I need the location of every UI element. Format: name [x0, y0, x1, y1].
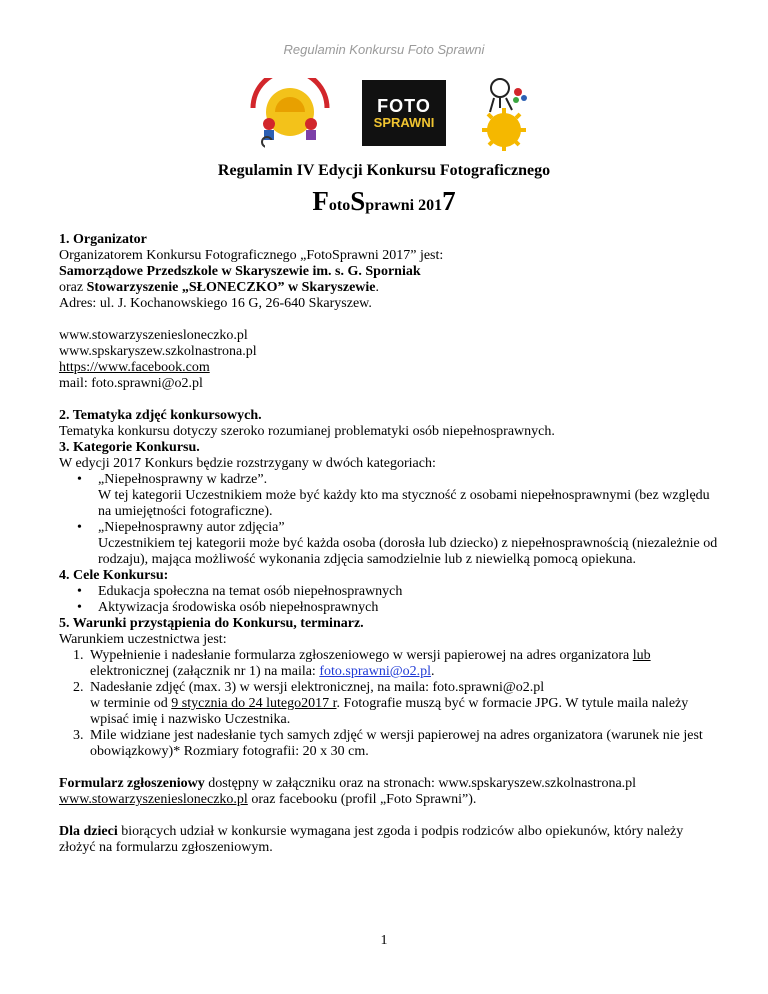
- page-number: 1: [380, 933, 388, 948]
- association-link[interactable]: www.stowarzyszeniesloneczko.pl: [59, 792, 248, 807]
- logo-strip: [0, 72, 768, 152]
- form-paragraph: Formularz zgłoszeniowy dostępny w załączniku oraz na stronach: www.spskaryszew.szkolnastrona.pl www.stowarzyszeniesloneczko.pl oraz facebooku (profil „Foto Sprawni”).: [59, 776, 637, 807]
- section-5-heading: 5. Warunki przystąpienia do Konkursu, terminarz.: [59, 616, 364, 631]
- running-header: Regulamin Konkursu Foto Sprawni: [283, 42, 485, 57]
- website-2: www.spskaryszew.szkolnastrona.pl: [59, 344, 257, 359]
- section-2-text: Tematyka konkursu dotyczy szeroko rozumianej problematyki osób niepełnosprawnych.: [59, 424, 555, 439]
- contact-mail: mail: foto.sprawni@o2.pl: [59, 376, 203, 391]
- organizer-intro: Organizatorem Konkursu Fotograficznego „FotoSprawni 2017” jest:: [59, 248, 444, 263]
- website-1: www.stowarzyszeniesloneczko.pl: [59, 328, 248, 343]
- regulations-body: [59, 232, 719, 856]
- organizer-address: Adres: ul. J. Kochanowskiego 16 G, 26-640 Skaryszew.: [59, 296, 372, 311]
- facebook-link[interactable]: https://www.facebook.com: [59, 360, 210, 375]
- section-4-heading: 4. Cele Konkursu:: [59, 568, 169, 583]
- organizer-1: Samorządowe Przedszkole w Skaryszewie im. s. G. Sporniak: [59, 264, 421, 279]
- deadline-dates: 9 stycznia do 24 lutego2017 r: [171, 696, 337, 711]
- document-title: Regulamin IV Edycji Konkursu Fotograficznego: [217, 162, 551, 179]
- goals-list: [59, 584, 719, 616]
- section-2-heading: 2. Tematyka zdjęć konkursowych.: [59, 408, 262, 423]
- logo-foto-text: FOTO: [377, 96, 431, 116]
- section-1-heading: 1. Organizator: [59, 232, 147, 247]
- organizer-2-line: oraz Stowarzyszenie „SŁONECZKO” w Skaryszewie.: [59, 280, 380, 295]
- conditions-list: [59, 648, 719, 760]
- goal-item: • Aktywizacja środowiska osób niepełnosprawnych: [59, 600, 719, 616]
- preschool-logo: [247, 78, 333, 150]
- condition-item: 3. Mile widziane jest nadesłanie tych samych zdjęć w wersji papierowej na adres organizatora (warunek nie jest obowiązkowy)* Rozmiary fotografii: 20 x 30 cm.: [73, 728, 703, 759]
- section-5-intro: Warunkiem uczestnictwa jest:: [59, 632, 227, 647]
- condition-item: 2. Nadesłanie zdjęć (max. 3) w wersji elektronicznej, na maila: foto.sprawni@o2.pl w terminie od 9 stycznia do 24 lutego2017 r. Fotografie muszą być w formacie JPG. W tytule maila należy wpisać imię i nazwisko Uczestnika.: [73, 680, 689, 727]
- logo-sprawni-text: SPRAWNI: [373, 115, 435, 130]
- goal-item: • Edukacja społeczna na temat osób niepełnosprawnych: [59, 584, 719, 600]
- section-3-heading: 3. Kategorie Konkursu.: [59, 440, 200, 455]
- category-list: [59, 472, 719, 568]
- foto-sprawni-logo: [362, 80, 446, 146]
- sloneczko-logo: [472, 72, 536, 152]
- category-item: • „Niepełnosprawny autor zdjęcia” Uczestnikiem tej kategorii może być każda osoba (dorosła lub dziecko) z niepełnosprawnością (niezależnie od rodzaju), mająca możliwość wykonania zdjęcia samodzielnie lub z niewielką pomocą opiekuna.: [59, 520, 719, 568]
- children-paragraph: Dla dzieci biorących udział w konkursie wymagana jest zgoda i podpis rodziców albo opiekunów, który należy złożyć na formularzu zgłoszeniowym.: [59, 824, 684, 855]
- email-link[interactable]: foto.sprawni@o2.pl: [319, 664, 431, 679]
- contest-name-title: FotoSprawni 2017: [312, 186, 456, 216]
- category-item: • „Niepełnosprawny w kadrze”. W tej kategorii Uczestnikiem może być każdy kto ma styczność z osobami niepełnosprawnymi (bez względu na umiejętności fotograficzne).: [59, 472, 719, 520]
- condition-item: 1. Wypełnienie i nadesłanie formularza zgłoszeniowego w wersji papierowej na adres organizatora lub elektronicznej (załącznik nr 1) na maila: foto.sprawni@o2.pl.: [73, 648, 651, 679]
- section-3-intro: W edycji 2017 Konkurs będzie rozstrzygany w dwóch kategoriach:: [59, 456, 436, 471]
